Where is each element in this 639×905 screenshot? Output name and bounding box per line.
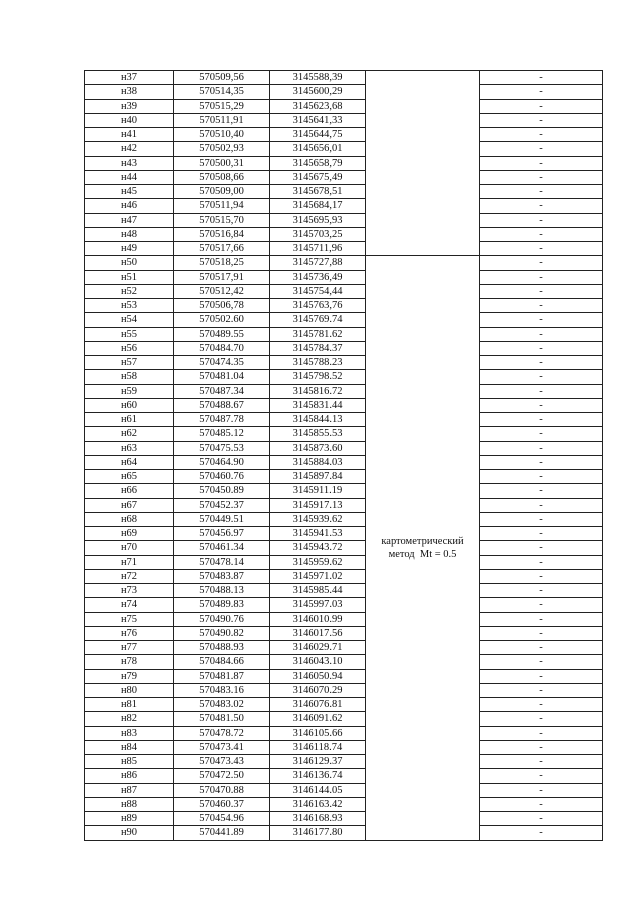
x-coordinate-cell: 570484.66: [174, 655, 270, 669]
note-cell: -: [480, 498, 603, 512]
y-coordinate-cell: 3146043.10: [270, 655, 366, 669]
table-row: [85, 441, 603, 455]
x-coordinate-cell: 570481.50: [174, 712, 270, 726]
y-coordinate-cell: 3145641,33: [270, 113, 366, 127]
x-coordinate-cell: 570456.97: [174, 527, 270, 541]
note-cell: -: [480, 142, 603, 156]
note-cell: -: [480, 256, 603, 270]
table-row: [85, 284, 603, 298]
note-cell: -: [480, 313, 603, 327]
y-coordinate-cell: 3145736,49: [270, 270, 366, 284]
point-id-cell: н64: [85, 455, 174, 469]
note-cell: -: [480, 270, 603, 284]
table-row: [85, 185, 603, 199]
note-cell: -: [480, 242, 603, 256]
point-id-cell: н50: [85, 256, 174, 270]
x-coordinate-cell: 570487.34: [174, 384, 270, 398]
y-coordinate-cell: 3146029.71: [270, 641, 366, 655]
table-row: [85, 641, 603, 655]
y-coordinate-cell: 3146091.62: [270, 712, 366, 726]
x-coordinate-cell: 570490.76: [174, 612, 270, 626]
x-coordinate-cell: 570487.78: [174, 413, 270, 427]
table-row: [85, 726, 603, 740]
x-coordinate-cell: 570473.41: [174, 740, 270, 754]
y-coordinate-cell: 3145588,39: [270, 71, 366, 85]
y-coordinate-cell: 3146010.99: [270, 612, 366, 626]
x-coordinate-cell: 570461.34: [174, 541, 270, 555]
x-coordinate-cell: 570454.96: [174, 812, 270, 826]
table-row: [85, 512, 603, 526]
note-cell: -: [480, 455, 603, 469]
point-id-cell: н82: [85, 712, 174, 726]
x-coordinate-cell: 570500,31: [174, 156, 270, 170]
table-row: [85, 199, 603, 213]
x-coordinate-cell: 570502,93: [174, 142, 270, 156]
x-coordinate-cell: 570511,94: [174, 199, 270, 213]
y-coordinate-cell: 3145727,88: [270, 256, 366, 270]
point-id-cell: н85: [85, 755, 174, 769]
note-cell: -: [480, 185, 603, 199]
table-row: [85, 370, 603, 384]
note-cell: -: [480, 71, 603, 85]
x-coordinate-cell: 570449.51: [174, 512, 270, 526]
note-cell: -: [480, 85, 603, 99]
point-id-cell: н66: [85, 484, 174, 498]
table-row: [85, 569, 603, 583]
table-row: [85, 826, 603, 840]
point-id-cell: н39: [85, 99, 174, 113]
point-id-cell: н74: [85, 598, 174, 612]
note-cell: -: [480, 227, 603, 241]
y-coordinate-cell: 3145781.62: [270, 327, 366, 341]
note-cell: -: [480, 199, 603, 213]
table-row: [85, 598, 603, 612]
y-coordinate-cell: 3145658,79: [270, 156, 366, 170]
point-id-cell: н42: [85, 142, 174, 156]
table-row: [85, 655, 603, 669]
y-coordinate-cell: 3145971.02: [270, 569, 366, 583]
y-coordinate-cell: 3145788.23: [270, 356, 366, 370]
x-coordinate-cell: 570511,91: [174, 113, 270, 127]
table-row: [85, 698, 603, 712]
point-id-cell: н76: [85, 626, 174, 640]
point-id-cell: н71: [85, 555, 174, 569]
x-coordinate-cell: 570506,78: [174, 299, 270, 313]
note-cell: -: [480, 527, 603, 541]
note-cell: -: [480, 170, 603, 184]
note-cell: -: [480, 569, 603, 583]
x-coordinate-cell: 570470.88: [174, 783, 270, 797]
note-cell: -: [480, 712, 603, 726]
table-row: [85, 484, 603, 498]
table-row: [85, 142, 603, 156]
coordinates-table-body: [85, 71, 603, 841]
y-coordinate-cell: 3146070.29: [270, 683, 366, 697]
x-coordinate-cell: 570478.72: [174, 726, 270, 740]
y-coordinate-cell: 3145675,49: [270, 170, 366, 184]
x-coordinate-cell: 570483.16: [174, 683, 270, 697]
y-coordinate-cell: 3145844.13: [270, 413, 366, 427]
y-coordinate-cell: 3146168.93: [270, 812, 366, 826]
point-id-cell: н65: [85, 470, 174, 484]
table-row: [85, 584, 603, 598]
note-cell: -: [480, 99, 603, 113]
y-coordinate-cell: 3145941.53: [270, 527, 366, 541]
point-id-cell: н67: [85, 498, 174, 512]
point-id-cell: н45: [85, 185, 174, 199]
point-id-cell: н77: [85, 641, 174, 655]
y-coordinate-cell: 3145831.44: [270, 398, 366, 412]
x-coordinate-cell: 570485.12: [174, 427, 270, 441]
x-coordinate-cell: 570475.53: [174, 441, 270, 455]
x-coordinate-cell: 570483.02: [174, 698, 270, 712]
note-cell: -: [480, 327, 603, 341]
table-row: [85, 213, 603, 227]
table-row: [85, 242, 603, 256]
method-label-line2: метод Mt = 0.5: [388, 548, 457, 560]
table-row: [85, 128, 603, 142]
y-coordinate-cell: 3145711,96: [270, 242, 366, 256]
note-cell: -: [480, 441, 603, 455]
note-cell: -: [480, 213, 603, 227]
y-coordinate-cell: 3146076.81: [270, 698, 366, 712]
point-id-cell: н61: [85, 413, 174, 427]
x-coordinate-cell: 570517,66: [174, 242, 270, 256]
table-row: [85, 797, 603, 811]
table-row: [85, 555, 603, 569]
table-row: [85, 527, 603, 541]
table-row: [85, 113, 603, 127]
point-id-cell: н78: [85, 655, 174, 669]
note-cell: -: [480, 512, 603, 526]
point-id-cell: н83: [85, 726, 174, 740]
note-cell: -: [480, 384, 603, 398]
x-coordinate-cell: 570488.13: [174, 584, 270, 598]
table-row: [85, 256, 603, 270]
note-cell: -: [480, 598, 603, 612]
x-coordinate-cell: 570509,00: [174, 185, 270, 199]
x-coordinate-cell: 570508,66: [174, 170, 270, 184]
method-cell-upper: [366, 71, 480, 256]
note-cell: -: [480, 769, 603, 783]
point-id-cell: н49: [85, 242, 174, 256]
x-coordinate-cell: 570509,56: [174, 71, 270, 85]
note-cell: -: [480, 370, 603, 384]
y-coordinate-cell: 3145763,76: [270, 299, 366, 313]
table-row: [85, 341, 603, 355]
table-row: [85, 356, 603, 370]
x-coordinate-cell: 570516,84: [174, 227, 270, 241]
y-coordinate-cell: 3145600,29: [270, 85, 366, 99]
point-id-cell: н57: [85, 356, 174, 370]
point-id-cell: н53: [85, 299, 174, 313]
x-coordinate-cell: 570441.89: [174, 826, 270, 840]
point-id-cell: н54: [85, 313, 174, 327]
point-id-cell: н56: [85, 341, 174, 355]
table-row: [85, 327, 603, 341]
note-cell: -: [480, 555, 603, 569]
table-row: [85, 783, 603, 797]
y-coordinate-cell: 3145623,68: [270, 99, 366, 113]
point-id-cell: н73: [85, 584, 174, 598]
point-id-cell: н89: [85, 812, 174, 826]
point-id-cell: н79: [85, 669, 174, 683]
y-coordinate-cell: 3146144.05: [270, 783, 366, 797]
point-id-cell: н80: [85, 683, 174, 697]
note-cell: -: [480, 669, 603, 683]
x-coordinate-cell: 570484.70: [174, 341, 270, 355]
note-cell: -: [480, 797, 603, 811]
table-row: [85, 384, 603, 398]
y-coordinate-cell: 3146177.80: [270, 826, 366, 840]
note-cell: -: [480, 113, 603, 127]
x-coordinate-cell: 570460.37: [174, 797, 270, 811]
y-coordinate-cell: 3145656,01: [270, 142, 366, 156]
y-coordinate-cell: 3145644,75: [270, 128, 366, 142]
table-row: [85, 769, 603, 783]
x-coordinate-cell: 570473.43: [174, 755, 270, 769]
point-id-cell: н44: [85, 170, 174, 184]
point-id-cell: н88: [85, 797, 174, 811]
table-row: [85, 455, 603, 469]
note-cell: -: [480, 812, 603, 826]
y-coordinate-cell: 3145884.03: [270, 455, 366, 469]
y-coordinate-cell: 3145897.84: [270, 470, 366, 484]
table-row: [85, 498, 603, 512]
coordinates-table: [84, 70, 603, 841]
table-row: [85, 156, 603, 170]
note-cell: -: [480, 470, 603, 484]
x-coordinate-cell: 570518,25: [174, 256, 270, 270]
note-cell: -: [480, 698, 603, 712]
y-coordinate-cell: 3145816.72: [270, 384, 366, 398]
x-coordinate-cell: 570517,91: [174, 270, 270, 284]
point-id-cell: н68: [85, 512, 174, 526]
point-id-cell: н87: [85, 783, 174, 797]
note-cell: -: [480, 641, 603, 655]
point-id-cell: н40: [85, 113, 174, 127]
note-cell: -: [480, 683, 603, 697]
point-id-cell: н62: [85, 427, 174, 441]
x-coordinate-cell: 570450.89: [174, 484, 270, 498]
x-coordinate-cell: 570512,42: [174, 284, 270, 298]
x-coordinate-cell: 570510,40: [174, 128, 270, 142]
note-cell: -: [480, 427, 603, 441]
y-coordinate-cell: 3145798.52: [270, 370, 366, 384]
y-coordinate-cell: 3145695,93: [270, 213, 366, 227]
x-coordinate-cell: 570502.60: [174, 313, 270, 327]
point-id-cell: н84: [85, 740, 174, 754]
point-id-cell: н58: [85, 370, 174, 384]
note-cell: -: [480, 626, 603, 640]
point-id-cell: н38: [85, 85, 174, 99]
point-id-cell: н70: [85, 541, 174, 555]
y-coordinate-cell: 3146129.37: [270, 755, 366, 769]
note-cell: -: [480, 826, 603, 840]
y-coordinate-cell: 3145959.62: [270, 555, 366, 569]
note-cell: -: [480, 356, 603, 370]
point-id-cell: н41: [85, 128, 174, 142]
point-id-cell: н47: [85, 213, 174, 227]
x-coordinate-cell: 570515,70: [174, 213, 270, 227]
table-row: [85, 413, 603, 427]
table-row: [85, 612, 603, 626]
note-cell: -: [480, 755, 603, 769]
point-id-cell: н69: [85, 527, 174, 541]
note-cell: -: [480, 413, 603, 427]
point-id-cell: н37: [85, 71, 174, 85]
y-coordinate-cell: 3145684,17: [270, 199, 366, 213]
x-coordinate-cell: 570514,35: [174, 85, 270, 99]
x-coordinate-cell: 570472.50: [174, 769, 270, 783]
note-cell: -: [480, 284, 603, 298]
x-coordinate-cell: 570488.93: [174, 641, 270, 655]
x-coordinate-cell: 570488.67: [174, 398, 270, 412]
table-row: [85, 427, 603, 441]
y-coordinate-cell: 3145873.60: [270, 441, 366, 455]
y-coordinate-cell: 3145769.74: [270, 313, 366, 327]
x-coordinate-cell: 570483.87: [174, 569, 270, 583]
point-id-cell: н60: [85, 398, 174, 412]
table-row: [85, 85, 603, 99]
x-coordinate-cell: 570515,29: [174, 99, 270, 113]
x-coordinate-cell: 570490.82: [174, 626, 270, 640]
note-cell: -: [480, 655, 603, 669]
table-row: [85, 270, 603, 284]
note-cell: -: [480, 341, 603, 355]
point-id-cell: н46: [85, 199, 174, 213]
x-coordinate-cell: 570474.35: [174, 356, 270, 370]
table-row: [85, 71, 603, 85]
y-coordinate-cell: 3145754,44: [270, 284, 366, 298]
table-row: [85, 299, 603, 313]
point-id-cell: н59: [85, 384, 174, 398]
table-row: [85, 398, 603, 412]
table-row: [85, 812, 603, 826]
table-row: [85, 541, 603, 555]
y-coordinate-cell: 3145939.62: [270, 512, 366, 526]
y-coordinate-cell: 3145997.03: [270, 598, 366, 612]
y-coordinate-cell: 3146118.74: [270, 740, 366, 754]
note-cell: -: [480, 612, 603, 626]
y-coordinate-cell: 3146105.66: [270, 726, 366, 740]
table-row: [85, 740, 603, 754]
note-cell: -: [480, 584, 603, 598]
table-row: [85, 626, 603, 640]
note-cell: -: [480, 156, 603, 170]
note-cell: -: [480, 740, 603, 754]
y-coordinate-cell: 3146163.42: [270, 797, 366, 811]
table-row: [85, 313, 603, 327]
method-cell: [366, 256, 480, 840]
y-coordinate-cell: 3145784.37: [270, 341, 366, 355]
method-label-line1: картометрический: [381, 535, 464, 547]
point-id-cell: н55: [85, 327, 174, 341]
note-cell: -: [480, 541, 603, 555]
y-coordinate-cell: 3146017.56: [270, 626, 366, 640]
table-row: [85, 683, 603, 697]
note-cell: -: [480, 726, 603, 740]
note-cell: -: [480, 484, 603, 498]
x-coordinate-cell: 570452.37: [174, 498, 270, 512]
point-id-cell: н51: [85, 270, 174, 284]
table-row: [85, 227, 603, 241]
x-coordinate-cell: 570460.76: [174, 470, 270, 484]
note-cell: -: [480, 299, 603, 313]
y-coordinate-cell: 3145943.72: [270, 541, 366, 555]
y-coordinate-cell: 3145911.19: [270, 484, 366, 498]
table-row: [85, 669, 603, 683]
y-coordinate-cell: 3145855.53: [270, 427, 366, 441]
table-row: [85, 99, 603, 113]
point-id-cell: н90: [85, 826, 174, 840]
point-id-cell: н48: [85, 227, 174, 241]
y-coordinate-cell: 3145985.44: [270, 584, 366, 598]
point-id-cell: н86: [85, 769, 174, 783]
x-coordinate-cell: 570489.83: [174, 598, 270, 612]
y-coordinate-cell: 3145917.13: [270, 498, 366, 512]
point-id-cell: н75: [85, 612, 174, 626]
y-coordinate-cell: 3145703,25: [270, 227, 366, 241]
x-coordinate-cell: 570489.55: [174, 327, 270, 341]
x-coordinate-cell: 570478.14: [174, 555, 270, 569]
table-row: [85, 470, 603, 484]
x-coordinate-cell: 570481.87: [174, 669, 270, 683]
table-row: [85, 170, 603, 184]
note-cell: -: [480, 398, 603, 412]
point-id-cell: н72: [85, 569, 174, 583]
x-coordinate-cell: 570481.04: [174, 370, 270, 384]
table-row: [85, 712, 603, 726]
y-coordinate-cell: 3146136.74: [270, 769, 366, 783]
point-id-cell: н63: [85, 441, 174, 455]
point-id-cell: н81: [85, 698, 174, 712]
x-coordinate-cell: 570464.90: [174, 455, 270, 469]
note-cell: -: [480, 783, 603, 797]
note-cell: -: [480, 128, 603, 142]
table-row: [85, 755, 603, 769]
point-id-cell: н52: [85, 284, 174, 298]
point-id-cell: н43: [85, 156, 174, 170]
y-coordinate-cell: 3146050.94: [270, 669, 366, 683]
y-coordinate-cell: 3145678,51: [270, 185, 366, 199]
